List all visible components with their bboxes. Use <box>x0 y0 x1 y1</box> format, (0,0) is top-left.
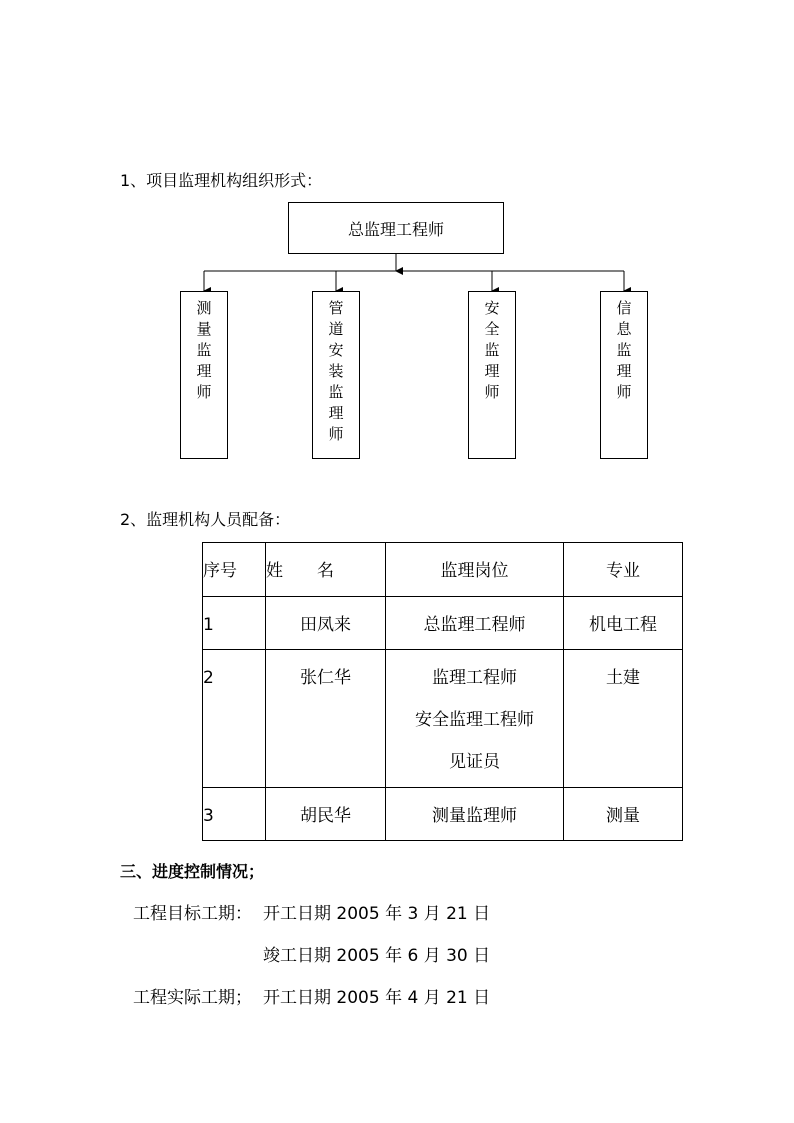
cell-name: 张仁华 <box>266 650 386 788</box>
header-cell: 姓 名 <box>266 543 386 597</box>
cell-position: 总监理工程师 <box>386 597 564 650</box>
org-child-label: 测量监理师 <box>196 299 212 401</box>
actual-start-date: 开工日期 2005 年 4 月 21 日 <box>263 988 491 1008</box>
cell-no: 2 <box>203 650 266 788</box>
planned-schedule-label: 工程目标工期： <box>133 904 252 924</box>
org-chief-box <box>288 202 504 254</box>
cell-position <box>386 650 564 788</box>
position-line: 监理工程师 <box>432 668 517 688</box>
org-child-pipeline <box>312 291 360 459</box>
cell-name: 田凤来 <box>266 597 386 650</box>
section-1-heading: 1、项目监理机构组织形式： <box>120 171 323 190</box>
table-row <box>203 597 683 650</box>
cell-major: 测量 <box>564 788 683 841</box>
position-line: 见证员 <box>449 752 500 772</box>
position-line: 安全监理工程师 <box>415 710 534 730</box>
table-row <box>203 788 683 841</box>
header-cell: 序号 <box>203 543 266 597</box>
header-cell: 专业 <box>564 543 683 597</box>
org-child-label: 信息监理师 <box>616 299 632 401</box>
section-3-heading: 三、进度控制情况； <box>120 862 265 881</box>
org-child-label: 管道安装监理师 <box>328 299 344 443</box>
planned-end-date: 竣工日期 2005 年 6 月 30 日 <box>263 946 491 966</box>
cell-no: 1 <box>203 597 266 650</box>
staff-table <box>202 542 683 841</box>
table-header-row <box>203 543 683 597</box>
cell-major: 土建 <box>564 650 683 788</box>
section-2-heading: 2、监理机构人员配备： <box>120 510 291 529</box>
org-child-info <box>600 291 648 459</box>
cell-major: 机电工程 <box>564 597 683 650</box>
actual-schedule-label: 工程实际工期； <box>133 988 252 1008</box>
cell-name: 胡民华 <box>266 788 386 841</box>
header-cell: 监理岗位 <box>386 543 564 597</box>
org-chief-label: 总监理工程师 <box>347 219 444 239</box>
org-child-survey <box>180 291 228 459</box>
org-child-label: 安全监理师 <box>484 299 500 401</box>
org-child-safety <box>468 291 516 459</box>
planned-start-date: 开工日期 2005 年 3 月 21 日 <box>263 904 491 924</box>
cell-position: 测量监理师 <box>386 788 564 841</box>
cell-no: 3 <box>203 788 266 841</box>
table-row <box>203 650 683 788</box>
